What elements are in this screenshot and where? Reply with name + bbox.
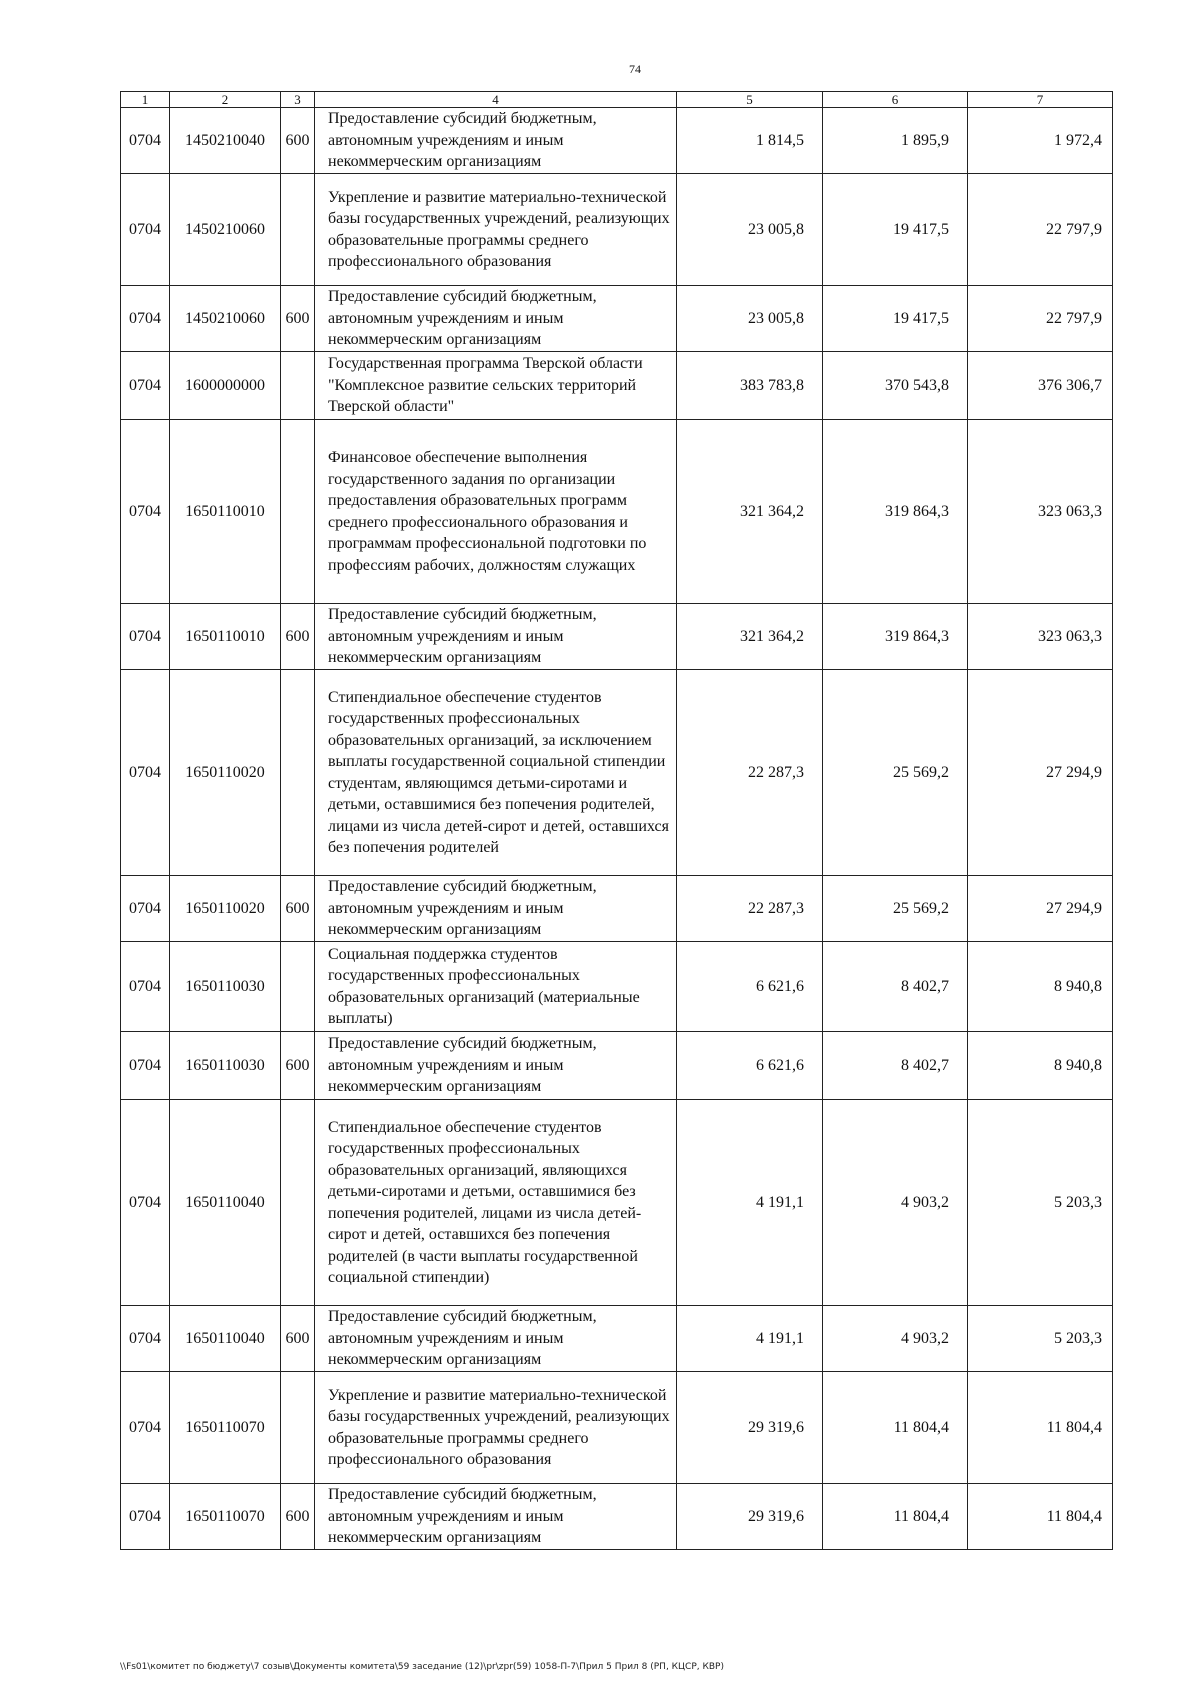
header-col-6: 6	[823, 92, 968, 108]
amount-col-6: 11 804,4	[823, 1372, 968, 1484]
target-code: 1650110040	[170, 1306, 281, 1372]
item-name: Финансовое обеспечение выполнения государственного задания по организации предоставления образовательных программ среднего профессионального образования и программам профессиональной подготовки по профессиям рабочих, должностям служащих	[315, 420, 677, 604]
expense-type-code: 600	[281, 604, 315, 670]
amount-col-6: 8 402,7	[823, 942, 968, 1032]
amount-col-6: 4 903,2	[823, 1306, 968, 1372]
amount-col-5: 1 814,5	[677, 108, 823, 174]
target-code: 1650110070	[170, 1484, 281, 1550]
expense-type-code	[281, 1100, 315, 1306]
expense-type-code	[281, 174, 315, 286]
header-col-4: 4	[315, 92, 677, 108]
target-code: 1650110070	[170, 1372, 281, 1484]
amount-col-5: 383 783,8	[677, 352, 823, 420]
amount-col-7: 1 972,4	[968, 108, 1113, 174]
amount-col-5: 23 005,8	[677, 174, 823, 286]
amount-col-6: 11 804,4	[823, 1484, 968, 1550]
amount-col-6: 8 402,7	[823, 1032, 968, 1100]
target-code: 1450210060	[170, 286, 281, 352]
header-col-5: 5	[677, 92, 823, 108]
target-code: 1450210060	[170, 174, 281, 286]
amount-col-5: 29 319,6	[677, 1372, 823, 1484]
amount-col-6: 319 864,3	[823, 420, 968, 604]
table-row	[121, 876, 1113, 942]
amount-col-5: 22 287,3	[677, 670, 823, 876]
item-name: Социальная поддержка студентов государственных профессиональных образовательных организаций (материальные выплаты)	[315, 942, 677, 1032]
expense-type-code: 600	[281, 108, 315, 174]
footer-file-path: \\Fs01\комитет по бюджету\7 созыв\Документы комитета\59 заседание (12)\pr\zpr(59) 1058-П-7\Прил 5 Прил 8 (РП, КЦСР, КВР)	[120, 1662, 724, 1672]
amount-col-6: 1 895,9	[823, 108, 968, 174]
section-code: 0704	[121, 1306, 170, 1372]
expense-type-code	[281, 352, 315, 420]
item-name: Стипендиальное обеспечение студентов государственных профессиональных образовательных организаций, являющихся детьми-сиротами и детьми, оставшимися без попечения родителей, лицами из числа детей-сирот и детей, оставшихся без попечения родителей (в части выплаты государственной социальной стипендии)	[315, 1100, 677, 1306]
amount-col-7: 22 797,9	[968, 174, 1113, 286]
amount-col-7: 22 797,9	[968, 286, 1113, 352]
table-row	[121, 604, 1113, 670]
section-code: 0704	[121, 1032, 170, 1100]
table-header	[121, 92, 1113, 108]
expense-type-code: 600	[281, 1484, 315, 1550]
target-code: 1650110010	[170, 420, 281, 604]
section-code: 0704	[121, 174, 170, 286]
table-row	[121, 420, 1113, 604]
table-body	[121, 108, 1113, 1550]
target-code: 1600000000	[170, 352, 281, 420]
amount-col-7: 27 294,9	[968, 876, 1113, 942]
expense-type-code: 600	[281, 1032, 315, 1100]
table-row	[121, 1484, 1113, 1550]
section-code: 0704	[121, 1484, 170, 1550]
amount-col-6: 19 417,5	[823, 286, 968, 352]
table-row	[121, 1100, 1113, 1306]
table-row	[121, 670, 1113, 876]
amount-col-5: 6 621,6	[677, 942, 823, 1032]
section-code: 0704	[121, 420, 170, 604]
section-code: 0704	[121, 1372, 170, 1484]
target-code: 1450210040	[170, 108, 281, 174]
item-name: Стипендиальное обеспечение студентов государственных профессиональных образовательных организаций, за исключением выплаты государственной социальной стипендии студентам, являющимся детьми-сиротами и детьми, оставшимися без попечения родителей, лицами из числа детей-сирот и детей, оставшихся без попечения родителей	[315, 670, 677, 876]
amount-col-5: 23 005,8	[677, 286, 823, 352]
amount-col-6: 319 864,3	[823, 604, 968, 670]
table-row	[121, 1372, 1113, 1484]
amount-col-7: 8 940,8	[968, 1032, 1113, 1100]
item-name: Предоставление субсидий бюджетным, автономным учреждениям и иным некоммерческим организациям	[315, 108, 677, 174]
table-row	[121, 108, 1113, 174]
table-row	[121, 286, 1113, 352]
amount-col-6: 4 903,2	[823, 1100, 968, 1306]
header-col-2: 2	[170, 92, 281, 108]
section-code: 0704	[121, 670, 170, 876]
header-col-1: 1	[121, 92, 170, 108]
page-number: 74	[629, 62, 641, 76]
expense-type-code	[281, 1372, 315, 1484]
item-name: Предоставление субсидий бюджетным, автономным учреждениям и иным некоммерческим организациям	[315, 1306, 677, 1372]
target-code: 1650110020	[170, 876, 281, 942]
target-code: 1650110030	[170, 1032, 281, 1100]
item-name: Предоставление субсидий бюджетным, автономным учреждениям и иным некоммерческим организациям	[315, 1484, 677, 1550]
expense-type-code: 600	[281, 876, 315, 942]
amount-col-5: 321 364,2	[677, 604, 823, 670]
amount-col-7: 376 306,7	[968, 352, 1113, 420]
table-row	[121, 942, 1113, 1032]
amount-col-5: 6 621,6	[677, 1032, 823, 1100]
table-row	[121, 1032, 1113, 1100]
header-row	[121, 92, 1113, 108]
expense-type-code	[281, 942, 315, 1032]
amount-col-6: 25 569,2	[823, 670, 968, 876]
section-code: 0704	[121, 286, 170, 352]
amount-col-7: 5 203,3	[968, 1306, 1113, 1372]
expense-type-code	[281, 420, 315, 604]
amount-col-6: 370 543,8	[823, 352, 968, 420]
expense-type-code	[281, 670, 315, 876]
amount-col-5: 4 191,1	[677, 1100, 823, 1306]
item-name: Предоставление субсидий бюджетным, автономным учреждениям и иным некоммерческим организациям	[315, 604, 677, 670]
section-code: 0704	[121, 942, 170, 1032]
item-name: Предоставление субсидий бюджетным, автономным учреждениям и иным некоммерческим организациям	[315, 1032, 677, 1100]
section-code: 0704	[121, 604, 170, 670]
expense-type-code: 600	[281, 1306, 315, 1372]
section-code: 0704	[121, 876, 170, 942]
item-name: Предоставление субсидий бюджетным, автономным учреждениям и иным некоммерческим организациям	[315, 876, 677, 942]
amount-col-7: 5 203,3	[968, 1100, 1113, 1306]
amount-col-6: 25 569,2	[823, 876, 968, 942]
section-code: 0704	[121, 108, 170, 174]
amount-col-5: 4 191,1	[677, 1306, 823, 1372]
amount-col-7: 323 063,3	[968, 420, 1113, 604]
table-row	[121, 352, 1113, 420]
amount-col-5: 22 287,3	[677, 876, 823, 942]
amount-col-7: 11 804,4	[968, 1372, 1113, 1484]
expense-type-code: 600	[281, 286, 315, 352]
amount-col-7: 27 294,9	[968, 670, 1113, 876]
amount-col-7: 8 940,8	[968, 942, 1113, 1032]
header-col-7: 7	[968, 92, 1113, 108]
table-row	[121, 1306, 1113, 1372]
target-code: 1650110010	[170, 604, 281, 670]
target-code: 1650110030	[170, 942, 281, 1032]
item-name: Укрепление и развитие материально-технической базы государственных учреждений, реализующих образовательные программы среднего профессионального образования	[315, 1372, 677, 1484]
item-name: Укрепление и развитие материально-технической базы государственных учреждений, реализующих образовательные программы среднего профессионального образования	[315, 174, 677, 286]
amount-col-7: 11 804,4	[968, 1484, 1113, 1550]
amount-col-5: 321 364,2	[677, 420, 823, 604]
budget-table	[120, 91, 1113, 1550]
amount-col-6: 19 417,5	[823, 174, 968, 286]
section-code: 0704	[121, 352, 170, 420]
section-code: 0704	[121, 1100, 170, 1306]
target-code: 1650110020	[170, 670, 281, 876]
item-name: Государственная программа Тверской области "Комплексное развитие сельских территорий Тверской области"	[315, 352, 677, 420]
item-name: Предоставление субсидий бюджетным, автономным учреждениям и иным некоммерческим организациям	[315, 286, 677, 352]
amount-col-7: 323 063,3	[968, 604, 1113, 670]
table-row	[121, 174, 1113, 286]
target-code: 1650110040	[170, 1100, 281, 1306]
amount-col-5: 29 319,6	[677, 1484, 823, 1550]
header-col-3: 3	[281, 92, 315, 108]
